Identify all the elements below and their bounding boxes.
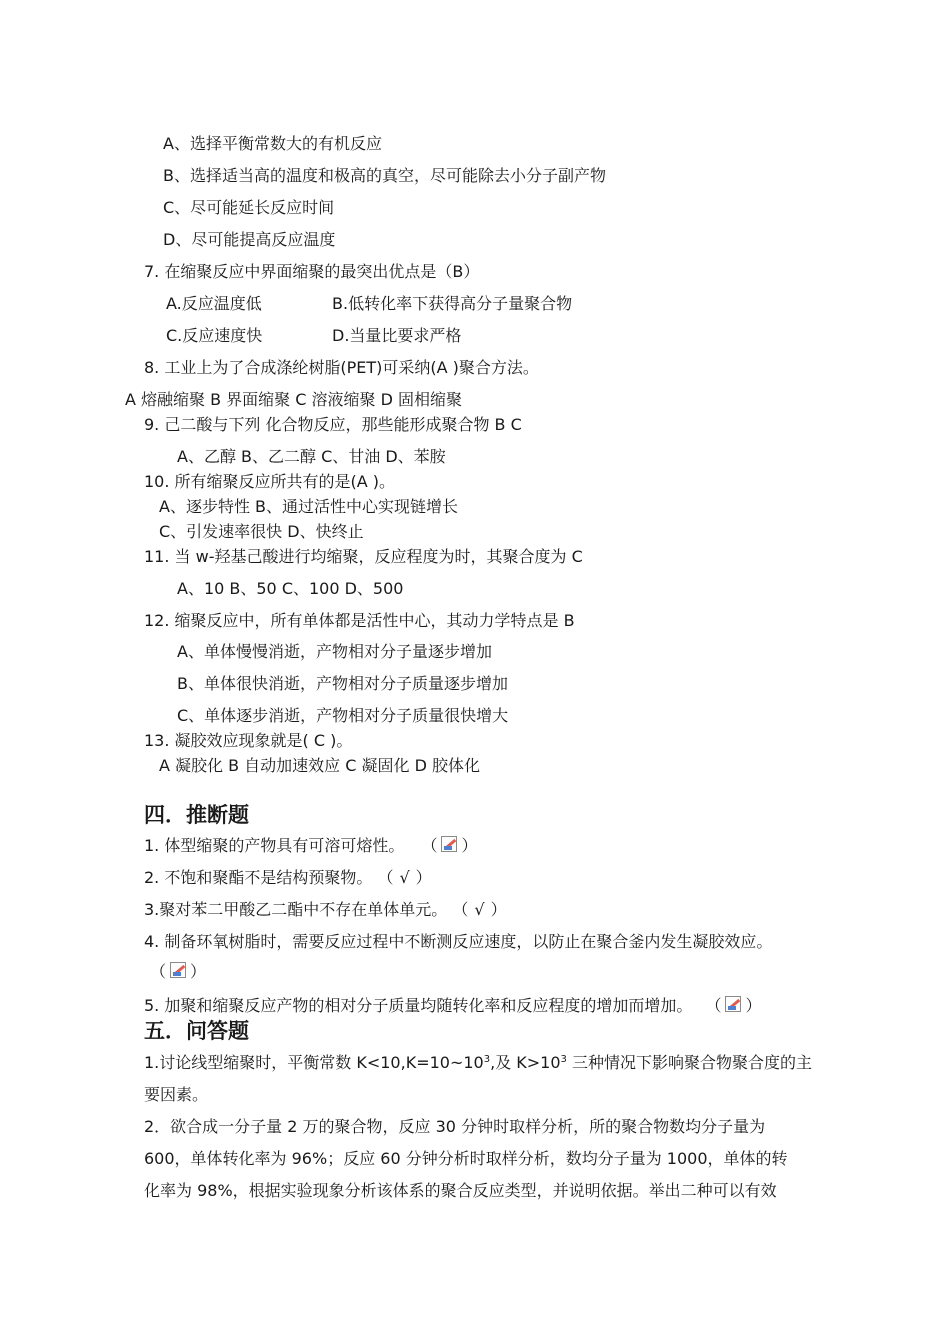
q7-option-b: B.低转化率下获得高分子量聚合物 (332, 294, 573, 313)
paren-open: （ (705, 996, 722, 1015)
q13-stem: 13. 凝胶效应现象就是( C )。 (144, 731, 353, 750)
q6-option-c: C、尽可能延长反应时间 (163, 198, 335, 217)
q8-stem: 8. 工业上为了合成涤纶树脂(PET)可采纳(A )聚合方法。 (144, 358, 539, 377)
judgement-1 (144, 836, 477, 856)
q7-option-a: A.反应温度低 (166, 294, 262, 313)
paren-close: ） (745, 996, 762, 1015)
paren-close: ） (490, 900, 507, 919)
judgement-1-text: 1. 体型缩聚的产物具有可溶可熔性。 (144, 836, 405, 855)
superscript: 3 (483, 1054, 491, 1065)
judgement-4-text: 4. 制备环氧树脂时，需要反应过程中不断测反应速度，以防止在聚合釜内发生凝胶效应。 (144, 932, 773, 951)
paren-open: （ (377, 868, 394, 887)
essay-1-line2: 要因素。 (144, 1085, 209, 1104)
q8-options: A 熔融缩聚 B 界面缩聚 C 溶液缩聚 D 固相缩聚 (125, 390, 463, 409)
paren-open: （ (150, 962, 167, 981)
judgement-3-text: 3.聚对苯二甲酸乙二酯中不存在单体单元。 (144, 900, 448, 919)
q11-options: A、10 B、50 C、100 D、500 (177, 579, 404, 598)
judgement-2-text: 2. 不饱和聚酯不是结构预聚物。 (144, 868, 373, 887)
q13-options: A 凝胶化 B 自动加速效应 C 凝固化 D 胶体化 (159, 756, 481, 775)
judgement-4-answer (150, 962, 206, 982)
essay-2-line1: 2．欲合成一分子量 2 万的聚合物，反应 30 分钟时取样分析，所的聚合物数均分子量为 (144, 1117, 766, 1136)
checkmark-icon: √ (474, 900, 485, 919)
q6-option-b: B、选择适当高的温度和极高的真空，尽可能除去小分子副产物 (163, 166, 606, 185)
q9-options: A、乙醇 B、乙二醇 C、甘油 D、苯胺 (177, 447, 446, 466)
q7-stem: 7. 在缩聚反应中界面缩聚的最突出优点是（B） (144, 262, 480, 281)
q12-option-b: B、单体很快消逝，产物相对分子质量逐步增加 (177, 674, 508, 693)
q12-option-a: A、单体慢慢消逝，产物相对分子量逐步增加 (177, 642, 492, 661)
judgement-3 (144, 900, 507, 920)
q6-option-d: D、尽可能提高反应温度 (163, 230, 336, 249)
judgement-2 (144, 868, 432, 888)
q10-stem: 10. 所有缩聚反应所共有的是(A )。 (144, 472, 396, 491)
broken-image-icon (725, 996, 741, 1012)
essay-1-text-a: 1.讨论线型缩聚时，平衡常数 K<10,K=10~10 (144, 1053, 484, 1072)
essay-1-line1 (144, 1053, 812, 1073)
checkmark-icon: √ (399, 868, 410, 887)
q7-option-c: C.反应速度快 (166, 326, 263, 345)
q12-option-c: C、单体逐步消逝，产物相对分子质量很快增大 (177, 706, 509, 725)
paren-close: ） (461, 836, 478, 855)
essay-2-line3: 化率为 98%，根据实验现象分析该体系的聚合反应类型，并说明依据。举出二种可以有效 (144, 1181, 777, 1200)
broken-image-icon (170, 962, 186, 978)
broken-image-icon (441, 836, 457, 852)
paren-close: ） (415, 868, 432, 887)
section5-title: 五．问答题 (144, 1019, 249, 1043)
q7-option-d: D.当量比要求严格 (332, 326, 462, 345)
essay-1-text-b: ,及 K>10 (490, 1053, 561, 1072)
q6-option-a: A、选择平衡常数大的有机反应 (163, 134, 382, 153)
q12-stem: 12. 缩聚反应中，所有单体都是活性中心，其动力学特点是 B (144, 611, 575, 630)
paren-open: （ (421, 836, 438, 855)
q9-stem: 9. 己二酸与下列 化合物反应，那些能形成聚合物 B C (144, 415, 522, 434)
paren-open: （ (452, 900, 469, 919)
superscript: 3 (560, 1054, 567, 1065)
section4-title: 四．推断题 (144, 803, 249, 827)
q10-options-line1: A、逐步特性 B、通过活性中心实现链增长 (159, 497, 459, 516)
q10-options-line2: C、引发速率很快 D、快终止 (159, 522, 364, 541)
paren-close: ） (190, 962, 207, 981)
q11-stem: 11. 当 w-羟基己酸进行均缩聚，反应程度为时，其聚合度为 C (144, 547, 583, 566)
essay-2-line2: 600，单体转化率为 96%；反应 60 分钟分析时取样分析，数均分子量为 1000，单体的转 (144, 1149, 788, 1168)
judgement-5-text: 5. 加聚和缩聚反应产物的相对分子质量均随转化率和反应程度的增加而增加。 (144, 996, 693, 1015)
essay-1-text-c: 三种情况下影响聚合物聚合度的主 (566, 1053, 813, 1072)
judgement-5 (144, 996, 761, 1016)
